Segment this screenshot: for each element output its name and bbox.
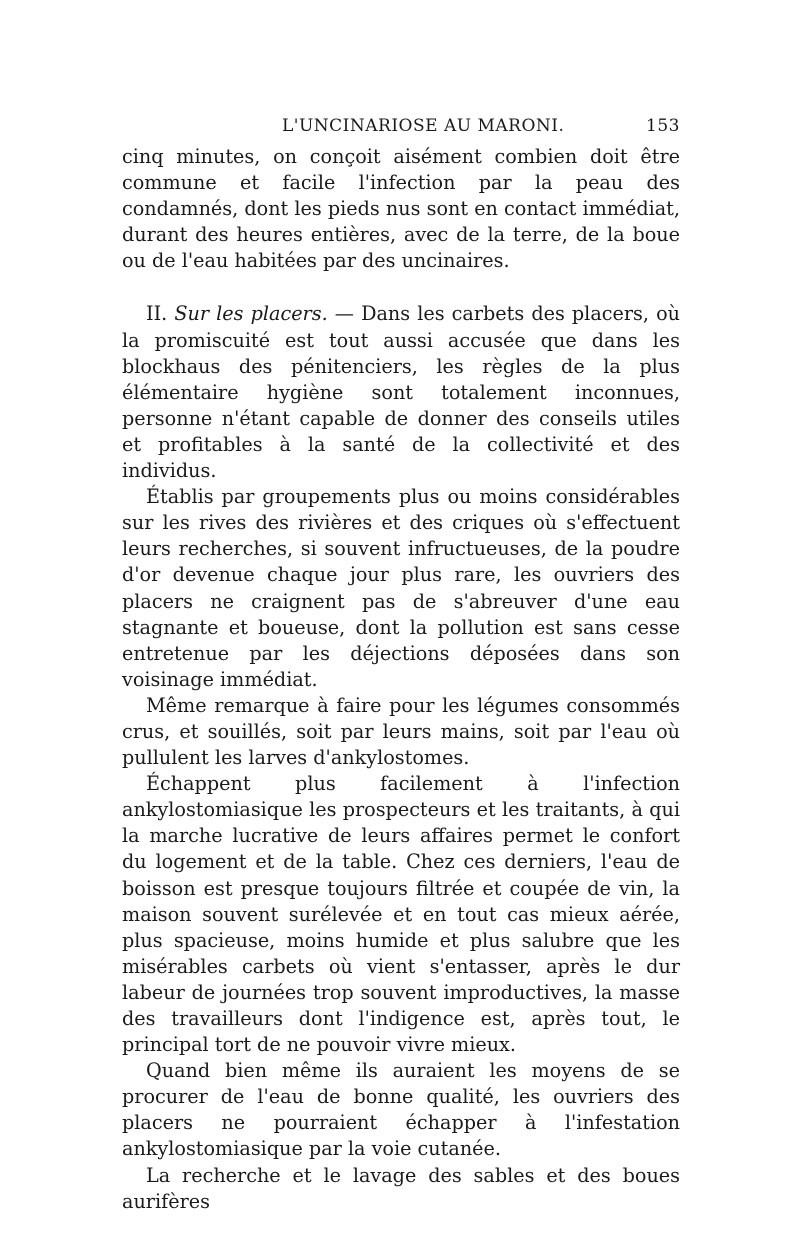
section-number: II. (146, 302, 168, 326)
page-number: 153 (646, 116, 680, 136)
body-text (122, 144, 680, 1215)
paragraph-continuation: cinq minutes, on conçoit aisément combien doit être commune et facile l'infection par la peau des condamnés, dont les pieds nus sont en contact immédiat, durant des heures entières, avec de la terre, de la boue ou de l'eau habitées par des uncinaires. (122, 145, 680, 273)
section-title: Sur les placers. (174, 302, 328, 326)
book-page (122, 112, 680, 1215)
running-head (122, 112, 680, 144)
paragraph: Même remarque à faire pour les légumes consommés crus, et souillés, soit par leurs mains, soit par l'eau où pullulent les larves d'ankylostomes. (122, 693, 680, 770)
paragraph: Échappent plus facilement à l'infection ankylostomiasique les prospecteurs et les traitants, à qui la marche lucrative de leurs affaires permet le confort du logement et de la table. Chez ces derniers, l'eau de boisson est presque toujours filtrée et coupée de vin, la maison souvent surélevée et en tout cas mieux aérée, plus spacieuse, moins humide et plus salubre que les misérables carbets où vient s'entasser, après le dur labeur de journées trop souvent improductives, la masse des travailleurs dont l'indigence est, après tout, le principal tort de ne pouvoir vivre mieux. (122, 772, 680, 1057)
paragraph: Établis par groupements plus ou moins considérables sur les rives des rivières et des criques où s'effectuent leurs recherches, si souvent infructueuses, de la poudre d'or devenue chaque jour plus rare, les ouvriers des placers ne craignent pas de s'abreuver d'une eau stagnante et boueuse, dont la pollution est sans cesse entretenue par les déjections déposées dans son voisinage immédiat. (122, 485, 680, 691)
paragraph: Quand bien même ils auraient les moyens de se procurer de l'eau de bonne qualité, les ouvriers des placers ne pourraient échapper à l'infestation ankylostomiasique par la voie cutanée. (122, 1059, 680, 1161)
paragraph: La recherche et le lavage des sables et des boues aurifères (122, 1163, 680, 1213)
section-paragraph-text: — Dans les carbets des placers, où la promiscuité est tout aussi accusée que dans les blockhaus des pénitenciers, les règles de la plus élémentaire hygiène sont totalement inconnues, personne n'étant capable de donner des conseils utiles et profitables à la santé de la collectivité et des individus. (122, 302, 680, 483)
paragraph-section-heading (122, 301, 680, 484)
running-title: L'UNCINARIOSE AU MARONI. (282, 116, 565, 136)
